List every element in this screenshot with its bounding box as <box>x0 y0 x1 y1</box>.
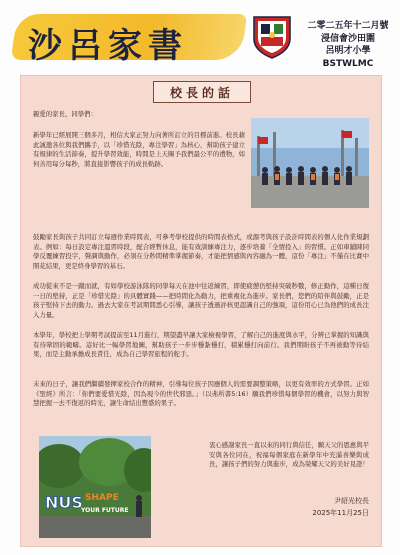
school-name: 浸信會沙田圍 <box>320 33 375 44</box>
school-info <box>298 20 398 70</box>
campus-photo <box>39 436 151 538</box>
svg-text:SHAPE: SHAPE <box>85 493 119 503</box>
newsletter-header <box>0 0 400 70</box>
school-crest-icon <box>252 15 292 59</box>
signature-date: 2025年11月25日 <box>312 509 369 517</box>
svg-text:YOUR FUTURE: YOUR FUTURE <box>81 507 129 514</box>
school-name-line2: 呂明才小學 <box>325 46 371 56</box>
letter-paragraph-5: 未來的日子，讓我們繼續發揮家校合作的精神，引導每位孩子因應個人的需要調整策略，以更有效率的方式學習。正如《聖經》所言：「你們要愛惜光陰，因為現今的世代邪惡。」（以弗所書5:16）願我們珍惜每個學習的機會，以努力與智慧把握一去不復返的時光，讓生命結出豐盛的果子。 <box>33 380 369 408</box>
letter-paragraph-4: 本學年，學校把上學期考試提前至11月進行，期望盡早讓大家檢視學習，了解自己的進度與水平，分辨已掌握的知識與有待鞏固的範疇。這好比一幅學習地圖，幫助孩子一步步穩紮穩打，積累穩打向前行。我們期盼孩子不再被動等待結果，而是主動承擔成長責任，成為自己學習旅程的舵手。 <box>33 331 369 359</box>
letter-paragraph-6: 衷心感謝家長一直以來的同行與信任，願天父的恩惠與平安與各位同在，祝福每個家庭在新學年中充滿喜樂與成長，讓孩子們的努力與進步，成為榮耀天父的美好見證！ <box>209 441 369 469</box>
school-code: BSTWLMC <box>322 58 374 69</box>
nus-sign-photo-image <box>39 436 151 538</box>
issue-date: 二零二五年十二月號 <box>307 21 389 31</box>
letter-title-box <box>153 81 251 103</box>
letter-paragraph-2: 鼓勵家長與孩子共同訂立每週作業時間表，可參考學校提供的時間表格式，或源考與孩子設計時間表的個人化作業規劃表。例如：每日設定專注溫習時段，配合經暫休息，能有效訓練專注力，逐步培養「全情投入」的習慣。正如車鋪陳同學反覆練習投字，聲調與動作，必須在分秒間精準掌握節奏，才能把情感與內容融為一體，這份「專注」不僅在比賽中開花結果，更是終身學習的基石。 <box>33 233 369 270</box>
event-photo <box>251 118 369 208</box>
letter-title: 校長的話 <box>169 86 234 100</box>
letter-greeting: 親愛的家長、同學們： <box>33 110 97 118</box>
letter-paragraph-3: 成功從來不是一蹴而就，有如學校游泳隊的同學每天在池中往返練習，即使疲憊仍堅持突破秒數，修正動作，這種日復一日的堅持，正是「珍惜光陰」的具體實踐——把時間化為動力，把重複化為進步。家長們，您們的陪伴與鼓勵，正是孩子堅持下去的動力。過去大家在考試期間悉心引導，讓孩子透過評核更認識自己的強項，這份用心已為他們的成長注入力量。 <box>33 282 369 319</box>
letter-paragraph-1: 新學年已經展開三個多月，相信大家正努力向著所訂立的目標前進。校長藉此誠邀各位與我們攜手，以「珍惜光陰，專注學習」為核心，幫助孩子建立有規律的生活節奏，提升學習效能，時間是上天賜予我們最公平的禮物，如何善用每分每秒，將直接影響孩子的成長軌跡。 <box>33 131 245 168</box>
group-photo-image <box>251 118 369 208</box>
newsletter-title: 沙呂家書 <box>28 26 188 66</box>
signature-name: 尹紹光校長 <box>334 497 369 505</box>
letter-panel <box>20 75 382 547</box>
svg-text:NUS: NUS <box>45 493 83 512</box>
